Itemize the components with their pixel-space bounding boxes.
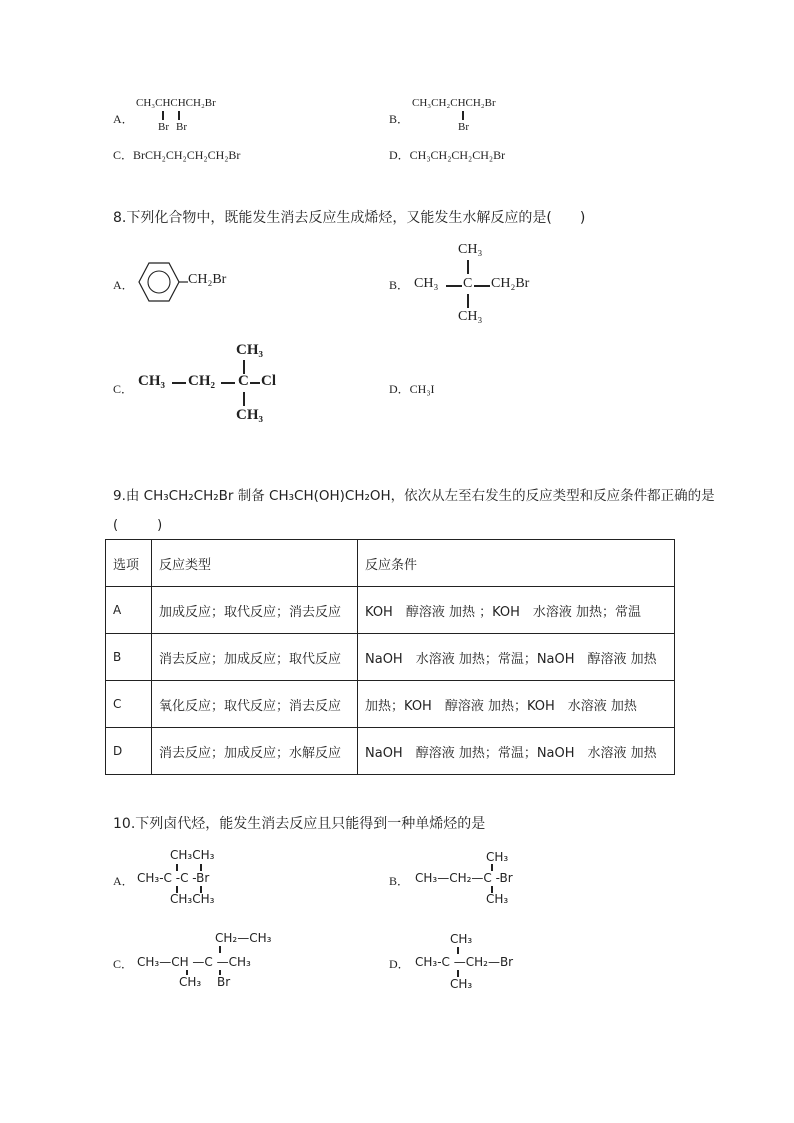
question-8-stem: 8.下列化合物中，既能发生消去反应生成烯烃，又能发生水解反应的是( ) [113, 210, 586, 226]
bond-line [162, 111, 164, 120]
table-cell: A [106, 587, 152, 634]
methyl-top: CH₃ [236, 342, 263, 358]
question-9-stem: 9.由 CH₃CH₂CH₂Br 制备 CH₃CH(OH)CH₂OH，依次从左至右发生的反应类型和反应条件都正确的是 [113, 488, 715, 504]
table-header-row [106, 540, 675, 587]
bond-line [446, 285, 462, 287]
methyl-bottom: CH₃ [450, 977, 473, 991]
methyl-top: CH₃ [450, 932, 473, 946]
methyl-left: CH₃ [138, 373, 165, 389]
formula-main: CH₃—CH —C —CH₃ [137, 955, 251, 969]
option-label: C． [113, 957, 134, 971]
question-10-stem: 10.下列卤代烃，能发生消去反应且只能得到一种单烯烃的是 [113, 816, 486, 832]
option-label: A． [113, 112, 134, 126]
bond-line [250, 382, 260, 384]
table-cell: 加热；KOH 醇溶液 加热；KOH 水溶液 加热 [358, 681, 675, 728]
bond-line [491, 864, 493, 871]
bond-line [467, 260, 469, 274]
table-cell: NaOH 醇溶液 加热；常温；NaOH 水溶液 加热 [358, 728, 675, 775]
substituent: Cl [261, 373, 276, 389]
table-cell: 氧化反应；取代反应；消去反应 [152, 681, 358, 728]
bond-line [172, 382, 186, 384]
option-label: D． [389, 957, 410, 971]
substituent: Br [176, 121, 187, 133]
table-header: 选项 [106, 540, 152, 587]
benzene-ring-icon [136, 260, 188, 306]
q7-option-c: C．BrCH₂CH₂CH₂CH₂Br [113, 148, 241, 162]
table-cell: 消去反应；加成反应；取代反应 [152, 634, 358, 681]
bond-line [221, 382, 235, 384]
table-row [106, 587, 675, 634]
bond-line [219, 946, 221, 953]
substituent: CH₂Br [188, 272, 227, 287]
table-row [106, 728, 675, 775]
bond-line [457, 970, 459, 977]
option-label: B． [389, 874, 410, 888]
methyl-left: CH₃ [414, 276, 439, 291]
ethyl-top: CH₂—CH₃ [215, 931, 272, 945]
options-table [105, 539, 675, 775]
option-label: A． [113, 874, 134, 888]
table-cell: 消去反应；加成反应；水解反应 [152, 728, 358, 775]
formula-main: CH₃CHCHCH₂Br [136, 97, 216, 109]
methyl-bottom: CH₃CH₃ [170, 892, 215, 906]
bond-line [243, 392, 245, 406]
methylene: CH₂ [188, 373, 215, 389]
bond-line [176, 864, 178, 871]
substituent: CH₂Br [491, 276, 530, 291]
central-carbon: C [238, 373, 249, 389]
bond-line [200, 864, 202, 871]
methyl-bottom: CH₃ [236, 407, 263, 423]
methyl-bottom: CH₃ [486, 892, 509, 906]
methyl-top: CH₃ [486, 850, 509, 864]
option-label: B． [389, 112, 410, 126]
answer-blank: ( ) [113, 518, 163, 533]
substituent: Br [458, 121, 469, 133]
substituent: Br [217, 975, 231, 989]
formula-main: CH₃CH₂CHCH₂Br [412, 97, 496, 109]
bond-line [457, 947, 459, 954]
methyl-bottom: CH₃ [179, 975, 202, 989]
table-cell: C [106, 681, 152, 728]
bond-line [243, 360, 245, 374]
formula-main: CH₃-C —CH₂—Br [415, 955, 514, 969]
option-label: B． [389, 278, 410, 292]
methyl-bottom: CH₃ [458, 309, 483, 324]
formula-main: CH₃-C -C -Br [137, 871, 210, 885]
formula-main: CH₃—CH₂—C -Br [415, 871, 513, 885]
substituent: Br [158, 121, 169, 133]
bond-line [474, 285, 490, 287]
table-header: 反应类型 [152, 540, 358, 587]
option-label: C． [113, 382, 134, 396]
q7-option-d: D．CH₃CH₂CH₂CH₂Br [389, 148, 506, 162]
table-cell: KOH 醇溶液 加热 ；KOH 水溶液 加热；常温 [358, 587, 675, 634]
table-row [106, 634, 675, 681]
table-row [106, 681, 675, 728]
q8-option-d: D．CH₃I [389, 382, 435, 396]
bond-line [178, 111, 180, 120]
table-header: 反应条件 [358, 540, 675, 587]
bond-line [467, 294, 469, 308]
central-carbon: C [463, 276, 473, 291]
table-cell: D [106, 728, 152, 775]
table-cell: NaOH 水溶液 加热；常温；NaOH 醇溶液 加热 [358, 634, 675, 681]
table-cell: B [106, 634, 152, 681]
bond-line [462, 111, 464, 120]
table-cell: 加成反应；取代反应；消去反应 [152, 587, 358, 634]
methyl-top: CH₃CH₃ [170, 848, 215, 862]
methyl-top: CH₃ [458, 242, 483, 257]
option-label: A． [113, 278, 134, 292]
